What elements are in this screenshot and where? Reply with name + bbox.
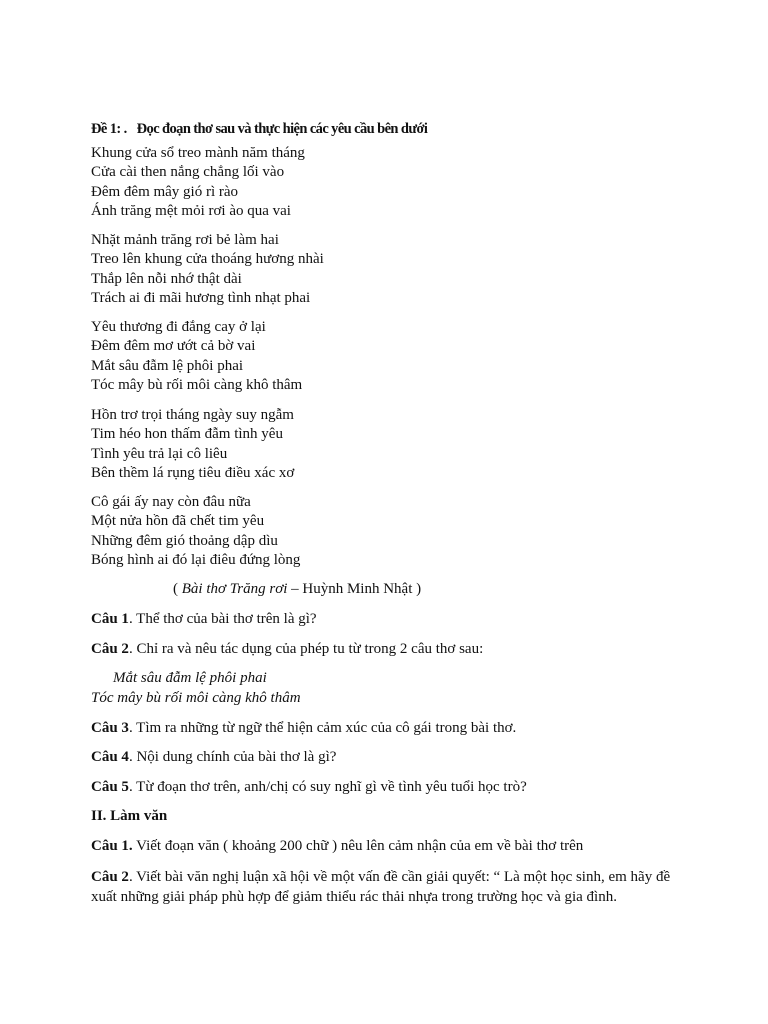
essay-question-2: Câu 2. Viết bài văn nghị luận xã hội về một vấn đề cần giải quyết: “ Là một học sinh, em hãy đề xuất những giải pháp phù hợp để giảm thiểu rác thải nhựa trong trường học và gia đình. bbox=[91, 869, 671, 905]
poem-stanza-3 bbox=[91, 318, 302, 395]
poem-author: – Huỳnh Minh Nhật ) bbox=[287, 581, 422, 597]
question-2-quote-line-1: Mắt sâu đẫm lệ phôi phai bbox=[113, 670, 267, 686]
poem-stanza-4 bbox=[91, 406, 294, 483]
poem-source: ( Bài thơ Trăng rơi – Huỳnh Minh Nhật ) bbox=[173, 581, 422, 597]
poem-line: Đêm đêm mơ ướt cả bờ vai bbox=[91, 338, 256, 355]
poem-line: Khung cửa sổ treo mành năm tháng bbox=[91, 145, 305, 161]
poem-title: Bài thơ Trăng rơi bbox=[181, 581, 288, 597]
poem-line: Đêm đêm mây gió rì rào bbox=[91, 183, 239, 200]
question-2: Câu 2. Chỉ ra và nêu tác dụng của phép tu từ trong 2 câu thơ sau: bbox=[91, 641, 484, 657]
poem-line: Treo lên khung cửa thoáng hương nhài bbox=[91, 251, 324, 268]
poem-stanza-5 bbox=[91, 493, 300, 570]
poem-stanza-2 bbox=[91, 231, 324, 308]
exam-heading bbox=[91, 121, 427, 138]
poem-line: Những đêm gió thoảng dập dìu bbox=[91, 532, 278, 549]
poem-line: Ánh trăng mệt mỏi rơi ào qua vai bbox=[91, 202, 291, 219]
poem-line: Cửa cài then nắng chẳng lối vào bbox=[91, 164, 285, 181]
question-2-quote-line-2: Tóc mây bù rối môi càng khô thâm bbox=[91, 690, 301, 706]
poem-stanza-1 bbox=[91, 144, 305, 221]
question-3: Câu 3. Tìm ra những từ ngữ thể hiện cảm xúc của cô gái trong bài thơ. bbox=[91, 720, 517, 736]
poem-line: Tóc mây bù rối môi càng khô thâm bbox=[91, 376, 303, 393]
poem-line: Thắp lên nỗi nhớ thật dài bbox=[91, 270, 242, 287]
poem-line: Cô gái ấy nay còn đâu nữa bbox=[91, 494, 251, 510]
exam-instruction: Đọc đoạn thơ sau và thực hiện các yêu cầu bên dưới bbox=[136, 121, 428, 137]
poem-line: Tình yêu trả lại cô liêu bbox=[91, 445, 228, 462]
question-5: Câu 5. Từ đoạn thơ trên, anh/chị có suy nghĩ gì về tình yêu tuổi học trò? bbox=[91, 779, 527, 795]
poem-line: Yêu thương đi đắng cay ở lại bbox=[91, 319, 266, 335]
poem-line: Tim héo hon thấm đẫm tình yêu bbox=[91, 426, 283, 443]
essay-section-title: II. Làm văn bbox=[91, 808, 168, 824]
question-4: Câu 4. Nội dung chính của bài thơ là gì? bbox=[91, 749, 337, 765]
poem-line: Bên thềm lá rụng tiêu điều xác xơ bbox=[91, 464, 295, 481]
poem-line: Hồn trơ trọi tháng ngày suy ngẫm bbox=[91, 407, 294, 423]
poem-line: Một nửa hồn đã chết tim yêu bbox=[91, 513, 265, 530]
poem-line: Bóng hình ai đó lại điêu đứng lòng bbox=[91, 551, 301, 568]
poem-line: Nhặt mảnh trăng rơi bẻ làm hai bbox=[91, 232, 279, 248]
poem-line: Trách ai đi mãi hương tình nhạt phai bbox=[91, 289, 311, 306]
question-1: Câu 1. Thể thơ của bài thơ trên là gì? bbox=[91, 611, 317, 627]
essay-question-1: Câu 1. Viết đoạn văn ( khoảng 200 chữ ) nêu lên cảm nhận của em về bài thơ trên bbox=[91, 838, 584, 854]
exam-label: Đề 1: . bbox=[91, 121, 127, 137]
poem-line: Mắt sâu đẫm lệ phôi phai bbox=[91, 357, 244, 374]
